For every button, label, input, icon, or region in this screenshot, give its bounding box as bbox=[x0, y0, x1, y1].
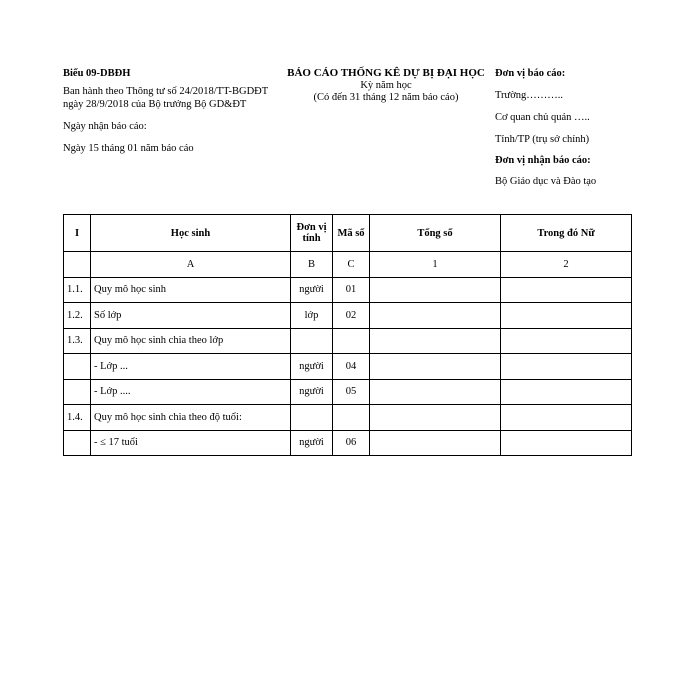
header-right bbox=[495, 67, 685, 188]
school-name: Trường……….. bbox=[495, 90, 564, 101]
row-item: - Lớp .... bbox=[91, 379, 291, 405]
col-header-code: Mã số bbox=[333, 215, 370, 252]
row-total[interactable] bbox=[370, 328, 501, 354]
row-item: Số lớp bbox=[91, 303, 291, 329]
row-unit: người bbox=[291, 379, 333, 405]
row-index bbox=[64, 354, 91, 380]
row-code bbox=[333, 328, 370, 354]
row-unit: người bbox=[291, 277, 333, 303]
row-unit bbox=[291, 405, 333, 431]
row-total[interactable] bbox=[370, 405, 501, 431]
letter-cell-index bbox=[64, 252, 91, 278]
school-year: Kỳ năm học bbox=[360, 79, 412, 91]
receive-date-value: Ngày 15 tháng 01 năm báo cáo bbox=[63, 143, 194, 154]
table-row bbox=[64, 303, 632, 329]
col-header-item: Học sinh bbox=[91, 215, 291, 252]
governing-body: Cơ quan chủ quản ….. bbox=[495, 112, 590, 123]
row-code: 01 bbox=[333, 277, 370, 303]
row-index: 1.3. bbox=[64, 328, 91, 354]
row-unit: người bbox=[291, 430, 333, 456]
receive-date-label: Ngày nhận báo cáo: bbox=[63, 121, 147, 132]
row-item: - ≤ 17 tuổi bbox=[91, 430, 291, 456]
row-total[interactable] bbox=[370, 277, 501, 303]
row-index: 1.2. bbox=[64, 303, 91, 329]
row-index bbox=[64, 430, 91, 456]
row-female[interactable] bbox=[501, 328, 632, 354]
header-center bbox=[280, 67, 492, 105]
col-header-unit-line2: tính bbox=[302, 233, 321, 244]
row-item: Quy mô học sinh chia theo độ tuổi: bbox=[91, 405, 291, 431]
table-row bbox=[64, 328, 632, 354]
row-female[interactable] bbox=[501, 379, 632, 405]
letter-cell-unit: B bbox=[291, 252, 333, 278]
row-total[interactable] bbox=[370, 354, 501, 380]
table-header-row bbox=[64, 215, 632, 252]
receiving-unit-label: Đơn vị nhận báo cáo: bbox=[495, 155, 591, 166]
row-code: 05 bbox=[333, 379, 370, 405]
row-female[interactable] bbox=[501, 303, 632, 329]
row-unit: lớp bbox=[291, 303, 333, 329]
row-code bbox=[333, 405, 370, 431]
row-unit bbox=[291, 328, 333, 354]
letter-cell-female: 2 bbox=[501, 252, 632, 278]
table-row bbox=[64, 430, 632, 456]
letter-cell-code: C bbox=[333, 252, 370, 278]
row-code: 02 bbox=[333, 303, 370, 329]
col-header-index: I bbox=[64, 215, 91, 252]
header-left bbox=[63, 67, 288, 155]
issued-by-line1: Ban hành theo Thông tư số 24/2018/TT-BGDĐT bbox=[63, 86, 269, 97]
row-index: 1.1. bbox=[64, 277, 91, 303]
form-code: Biểu 09-DBĐH bbox=[63, 68, 131, 79]
col-header-unit-line1: Đơn vị bbox=[296, 222, 327, 233]
report-title: BÁO CÁO THỐNG KÊ DỰ BỊ ĐẠI HỌC bbox=[287, 67, 485, 79]
row-code: 06 bbox=[333, 430, 370, 456]
issued-by-line2: ngày 28/9/2018 của Bộ trưởng Bộ GD&ĐT bbox=[63, 99, 247, 110]
row-unit: người bbox=[291, 354, 333, 380]
province: Tỉnh/TP (trụ sở chính) bbox=[495, 134, 590, 145]
row-code: 04 bbox=[333, 354, 370, 380]
col-header-total: Tổng số bbox=[370, 215, 501, 252]
row-index: 1.4. bbox=[64, 405, 91, 431]
row-female[interactable] bbox=[501, 430, 632, 456]
letter-cell-item: A bbox=[91, 252, 291, 278]
table-row bbox=[64, 354, 632, 380]
table-row bbox=[64, 277, 632, 303]
col-header-female: Trong đó Nữ bbox=[501, 215, 632, 252]
row-total[interactable] bbox=[370, 379, 501, 405]
row-total[interactable] bbox=[370, 430, 501, 456]
table-row bbox=[64, 405, 632, 431]
reporting-unit-label: Đơn vị báo cáo: bbox=[495, 68, 566, 79]
row-index bbox=[64, 379, 91, 405]
row-item: Quy mô học sinh bbox=[91, 277, 291, 303]
row-total[interactable] bbox=[370, 303, 501, 329]
as-of-note: (Có đến 31 tháng 12 năm báo cáo) bbox=[313, 92, 459, 103]
row-item: Quy mô học sinh chia theo lớp bbox=[91, 328, 291, 354]
row-female[interactable] bbox=[501, 277, 632, 303]
row-item: - Lớp ... bbox=[91, 354, 291, 380]
col-header-unit bbox=[291, 215, 333, 252]
column-letter-row bbox=[64, 252, 632, 278]
receiving-unit: Bộ Giáo dục và Đào tạo bbox=[495, 176, 597, 187]
table-row bbox=[64, 379, 632, 405]
row-female[interactable] bbox=[501, 405, 632, 431]
letter-cell-total: 1 bbox=[370, 252, 501, 278]
report-table bbox=[63, 214, 632, 456]
row-female[interactable] bbox=[501, 354, 632, 380]
